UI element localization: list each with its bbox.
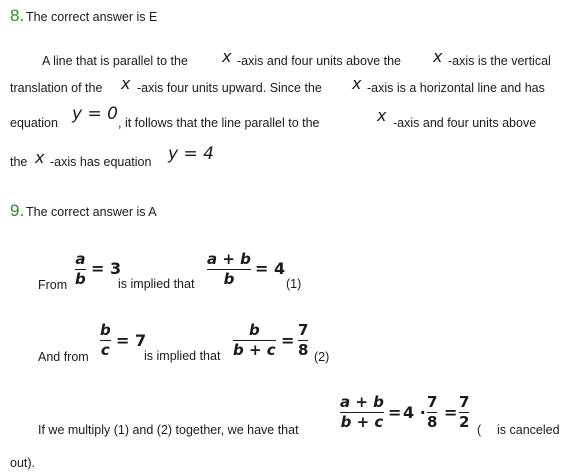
var-x: x [352,74,362,93]
fraction-a-plus-b-over-b [207,251,251,288]
denominator: 8 [298,341,309,360]
four-times: 4 · [403,403,426,422]
denominator: b [75,270,86,289]
fraction-7-over-8 [427,394,437,431]
denominator: b + c [340,413,384,432]
question-8-header: The correct answer is E [26,10,158,24]
var-x: x [433,47,443,66]
denominator: b + c [233,341,276,360]
question-8-number: 8. [10,6,25,25]
equals-sign: = [281,331,295,350]
var-x: x [121,74,131,93]
numerator: b [248,321,260,339]
equals-7: = 7 [116,331,147,350]
q8-text-4b: -axis has equation [50,155,152,169]
numerator: b [100,321,111,339]
numerator: a + b [340,393,384,411]
fraction-a-over-b [75,251,86,288]
denominator: c [100,341,110,360]
equation-y-equals-0: y = 0 [72,104,118,124]
q8-text-3c: -axis and four units above [393,116,537,130]
equation-tag-2: (2) [314,350,330,364]
var-x: x [377,106,387,125]
var-x: x [35,148,45,167]
equals-3: = 3 [91,259,122,278]
numerator: a [75,250,86,268]
q8-text-2a: translation of the [10,81,103,95]
numerator: 7 [427,393,438,411]
q8-text-1a: A line that is parallel to the [42,54,188,68]
equals-sign: = [388,403,402,422]
fraction-7-over-2 [459,394,469,431]
q8-text-2b: -axis four units upward. Since the [137,81,322,95]
denominator: 2 [459,413,470,432]
fraction-7-over-8 [298,322,308,359]
equation-tag-1: (1) [286,277,302,291]
and-from-label: And from [38,350,89,364]
question-9-number: 9. [10,201,25,220]
implied-text-2: is implied that [144,349,221,363]
q8-text-1b: -axis and four units above the [237,54,401,68]
q8-text-1c: -axis is the vertical [448,54,551,68]
var-x: x [222,47,232,66]
from-label: From [38,278,68,292]
q8-text-3b: , it follows that the line parallel to the [118,116,320,130]
equals-sign: = [444,403,458,422]
denominator: b [223,270,235,289]
numerator: a + b [207,250,251,268]
numerator: 7 [459,393,470,411]
q8-text-4a: the [10,155,28,169]
q8-text-2c: -axis is a horizontal line and has [367,81,545,95]
implied-text-1: is implied that [118,277,195,291]
fraction-b-over-b-plus-c [233,322,276,359]
canceled-text: is canceled [497,423,560,437]
question-9-header: The correct answer is A [26,205,157,219]
q8-text-3a: equation [10,116,58,130]
denominator: 8 [427,413,438,432]
numerator: 7 [298,321,309,339]
fraction-b-over-c [100,322,111,359]
equation-y-equals-4: y = 4 [168,144,214,164]
out-text: out). [10,456,36,470]
open-paren: ( [477,423,482,437]
equals-4: = 4 [255,259,286,278]
fraction-a-plus-b-over-b-plus-c [340,394,384,431]
multiply-text: If we multiply (1) and (2) together, we have that [38,423,299,437]
